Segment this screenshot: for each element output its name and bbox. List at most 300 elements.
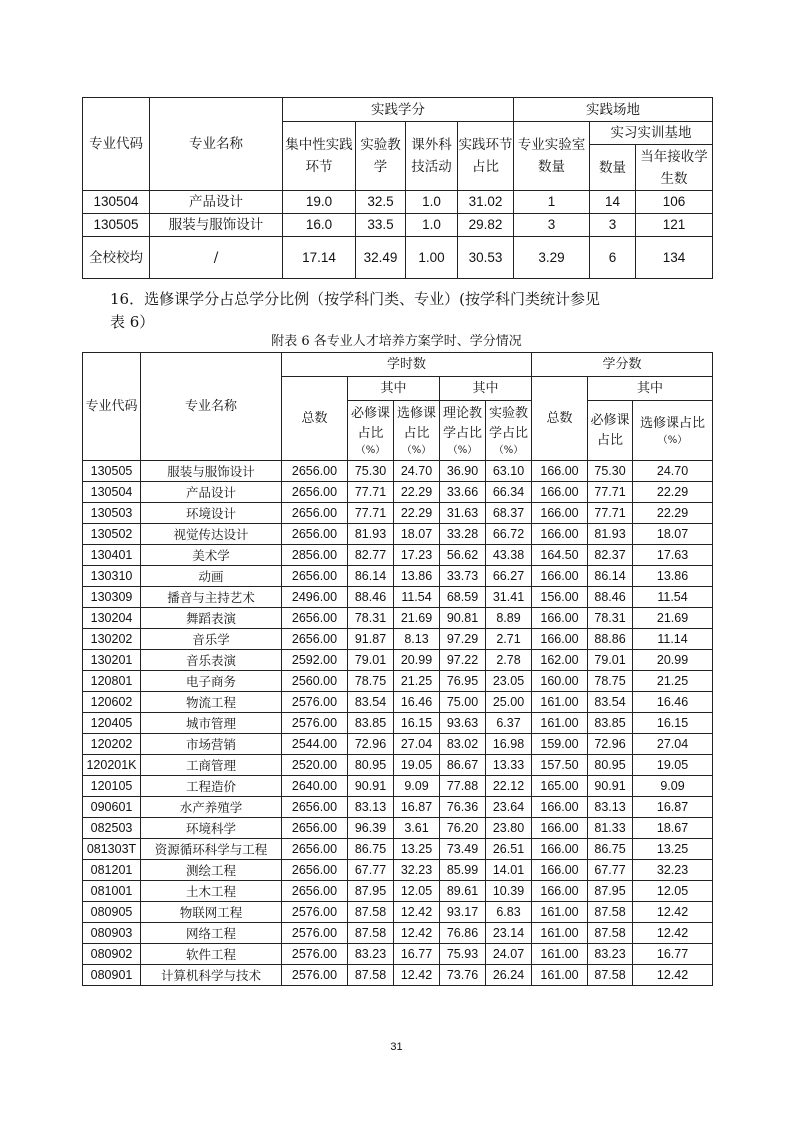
table-cell: 106 [636,191,713,214]
table-cell: 2592.00 [282,650,348,671]
table-cell: 服装与服饰设计 [150,214,283,237]
table-cell: 1.0 [406,214,458,237]
table-cell: 10.39 [486,881,532,902]
table-cell: 24.70 [633,461,713,482]
table-cell: 130401 [83,545,141,566]
table-cell: 66.27 [486,566,532,587]
table-cell: 21.69 [394,608,440,629]
table-cell: 2576.00 [282,692,348,713]
table-cell: 83.54 [348,692,394,713]
table-cell: 1 [514,191,590,214]
header-among-3: 其中 [588,377,713,401]
table-cell: 080903 [83,923,141,944]
table-cell: 16.87 [394,797,440,818]
table-cell: 86.75 [348,839,394,860]
table-cell: 16.46 [633,692,713,713]
table-cell: 19.05 [394,755,440,776]
table-cell: 环境科学 [141,818,282,839]
table-row [83,566,713,587]
table-cell: 166.00 [532,503,588,524]
table-row [83,461,713,482]
table-row [83,860,713,881]
table-cell: 18.07 [633,524,713,545]
table-cell: 83.85 [588,713,633,734]
table-caption: 附表 6 各专业人才培养方案学时、学分情况 [271,334,522,349]
table-cell: 测绘工程 [141,860,282,881]
table-cell: 162.00 [532,650,588,671]
table-cell: 081201 [83,860,141,881]
table-cell: 166.00 [532,461,588,482]
table-cell: 166.00 [532,566,588,587]
table-cell: 130310 [83,566,141,587]
table-cell: 83.54 [588,692,633,713]
header-practice-credits: 实践学分 [283,98,514,122]
table-cell: 166.00 [532,839,588,860]
table-cell: 17.14 [283,237,356,279]
table-cell: 68.37 [486,503,532,524]
table-cell: 音乐表演 [141,650,282,671]
table-cell: 2656.00 [282,629,348,650]
table-cell: 23.05 [486,671,532,692]
table-cell: 16.15 [633,713,713,734]
table-cell: 79.01 [588,650,633,671]
table-cell: 157.50 [532,755,588,776]
table-row [83,944,713,965]
header-major-name: 专业名称 [150,98,283,191]
table-cell: 产品设计 [141,482,282,503]
table-cell: 舞蹈表演 [141,608,282,629]
table-cell: 97.22 [440,650,486,671]
table-cell: 83.13 [348,797,394,818]
table-cell: 12.42 [394,923,440,944]
header-hours-total: 总数 [282,377,348,461]
table-cell: 83.23 [348,944,394,965]
table-cell: 播音与主持艺术 [141,587,282,608]
table-cell: 120202 [83,734,141,755]
table-cell: 87.58 [588,923,633,944]
table-cell: 33.5 [356,214,406,237]
table-cell: 166.00 [532,860,588,881]
table-cell: 22.29 [394,503,440,524]
table-row [83,608,713,629]
table-cell: 13.86 [633,566,713,587]
table-cell: 16.77 [394,944,440,965]
table-row [83,881,713,902]
table-cell: 161.00 [532,692,588,713]
table-cell: 23.64 [486,797,532,818]
table-cell: 动画 [141,566,282,587]
table-cell: 16.87 [633,797,713,818]
table-cell: 81.93 [348,524,394,545]
table-cell: 12.42 [394,965,440,986]
header-major-code: 专业代码 [83,98,150,191]
table-cell: 环境设计 [141,503,282,524]
table-row [83,671,713,692]
table-cell: 88.46 [588,587,633,608]
table-cell: 73.49 [440,839,486,860]
table-cell: 130503 [83,503,141,524]
table-cell: 75.30 [588,461,633,482]
table-row [83,776,713,797]
table-cell: 水产养殖学 [141,797,282,818]
table-cell: 市场营销 [141,734,282,755]
table-cell: 24.70 [394,461,440,482]
table-cell: 67.77 [348,860,394,881]
table-cell: 87.95 [588,881,633,902]
table-cell: 77.71 [348,503,394,524]
header-students: 当年接收学生数 [636,145,713,191]
table-cell: 080905 [83,902,141,923]
header-major-name: 专业名称 [141,353,282,461]
header-credits: 学分数 [532,353,713,377]
table-cell: 130505 [83,461,141,482]
table-cell: 21.25 [633,671,713,692]
table-cell: 88.86 [588,629,633,650]
header-theory-ratio: 理论教学占比 （%） [440,401,486,461]
hours-credits-table [82,352,713,986]
table-cell: 2656.00 [282,482,348,503]
table-cell: 86.75 [588,839,633,860]
table-cell: 32.23 [633,860,713,881]
table-cell: 2576.00 [282,713,348,734]
table-cell: 93.63 [440,713,486,734]
table-cell: 080901 [83,965,141,986]
table-cell: 87.95 [348,881,394,902]
table-cell: 120405 [83,713,141,734]
table-row [83,482,713,503]
header-practice-sites: 实践场地 [514,98,713,122]
table-cell: 93.17 [440,902,486,923]
table-cell: 6 [590,237,636,279]
table-cell: 19.05 [633,755,713,776]
table-cell: 工商管理 [141,755,282,776]
table-cell: 物流工程 [141,692,282,713]
table-cell: 130309 [83,587,141,608]
table-cell: 121 [636,214,713,237]
table-cell: 081001 [83,881,141,902]
table-cell: 130201 [83,650,141,671]
table-cell: 156.00 [532,587,588,608]
table-cell: 120602 [83,692,141,713]
table-cell: 2656.00 [282,608,348,629]
table-cell: 14 [590,191,636,214]
header-base-count: 数量 [590,145,636,191]
table-row [83,797,713,818]
table-cell: 2656.00 [282,881,348,902]
table-cell: 90.91 [348,776,394,797]
table-row [83,902,713,923]
table-row [83,524,713,545]
table-cell: 120105 [83,776,141,797]
table-cell: 67.77 [588,860,633,881]
table-cell: 美术学 [141,545,282,566]
header-intern-base: 实习实训基地 [590,122,713,145]
table-cell: 网络工程 [141,923,282,944]
table-cell: 9.09 [394,776,440,797]
table-row [83,503,713,524]
table-cell: 130202 [83,629,141,650]
table-cell: 11.54 [633,587,713,608]
table-cell: 31.63 [440,503,486,524]
table-cell: 6.37 [486,713,532,734]
table-cell: 23.14 [486,923,532,944]
table-cell: 13.25 [394,839,440,860]
table-cell: 31.02 [458,191,514,214]
table-cell: 166.00 [532,881,588,902]
table-cell: 82.37 [588,545,633,566]
table-cell: 90.81 [440,608,486,629]
table-row [83,923,713,944]
table-cell: 77.71 [588,503,633,524]
table-cell: 76.36 [440,797,486,818]
table-cell: 17.23 [394,545,440,566]
table-row [83,214,713,237]
practice-credits-table [82,97,713,279]
table-cell: 76.86 [440,923,486,944]
table-cell: 33.66 [440,482,486,503]
table-row [83,734,713,755]
table-cell: 161.00 [532,713,588,734]
table-cell: 36.90 [440,461,486,482]
table-cell: 27.04 [633,734,713,755]
page-number: 31 [390,1041,403,1053]
table-cell: 89.61 [440,881,486,902]
table-cell: 13.25 [633,839,713,860]
table-cell: 81.93 [588,524,633,545]
table-cell: 86.14 [348,566,394,587]
header-experiment: 实验教学 [356,122,406,191]
table-cell: 2656.00 [282,461,348,482]
table-cell: 6.83 [486,902,532,923]
table-cell: 83.13 [588,797,633,818]
table-cell: 83.02 [440,734,486,755]
table-cell: 22.29 [633,482,713,503]
table-cell: 2656.00 [282,524,348,545]
table-cell: 13.86 [394,566,440,587]
table-cell: 19.0 [283,191,356,214]
table-cell: 服装与服饰设计 [141,461,282,482]
table-cell: 130502 [83,524,141,545]
table-cell: 166.00 [532,482,588,503]
table-cell: 16.46 [394,692,440,713]
table-cell: 77.71 [348,482,394,503]
table-row [83,629,713,650]
table-row [83,237,713,279]
header-major-code: 专业代码 [83,353,141,461]
table-cell: 2656.00 [282,818,348,839]
table-cell: 082503 [83,818,141,839]
table-cell: 2560.00 [282,671,348,692]
table-cell: 8.89 [486,608,532,629]
table-cell: 33.28 [440,524,486,545]
table-cell: 11.14 [633,629,713,650]
table-cell: 83.85 [348,713,394,734]
table-cell: 31.41 [486,587,532,608]
table-cell: 76.20 [440,818,486,839]
table-row [83,818,713,839]
table-cell: 12.42 [633,965,713,986]
table-cell: 081303T [83,839,141,860]
table-cell: 80.95 [588,755,633,776]
table-cell: 134 [636,237,713,279]
table-cell: 166.00 [532,608,588,629]
table-cell: 32.49 [356,237,406,279]
table-cell: 24.07 [486,944,532,965]
table-cell: 3.61 [394,818,440,839]
header-elective-ratio: 选修课占比 （%） [394,401,440,461]
table-cell: 18.67 [633,818,713,839]
table-cell: 080902 [83,944,141,965]
table-cell: 77.88 [440,776,486,797]
table-cell: 96.39 [348,818,394,839]
table-cell: 166.00 [532,797,588,818]
table-cell: 30.53 [458,237,514,279]
table-cell: 3 [514,214,590,237]
header-credit-required: 必修课占比 [588,401,633,461]
table-cell: 63.10 [486,461,532,482]
table-cell: 87.58 [348,965,394,986]
table-cell: 物联网工程 [141,902,282,923]
table-cell: 2656.00 [282,503,348,524]
table-cell: 159.00 [532,734,588,755]
table-cell: 13.33 [486,755,532,776]
table-row [83,755,713,776]
table-cell: 14.01 [486,860,532,881]
table-cell: 18.07 [394,524,440,545]
table-cell: 72.96 [348,734,394,755]
header-lab-count: 专业实验室数量 [514,122,590,191]
table-cell: 75.93 [440,944,486,965]
table-cell: 2856.00 [282,545,348,566]
table-cell: 161.00 [532,944,588,965]
table-row [83,191,713,214]
table-cell: 78.31 [588,608,633,629]
table-cell: 3 [590,214,636,237]
table-cell: 160.00 [532,671,588,692]
table-cell: 12.42 [633,923,713,944]
header-among-2: 其中 [440,377,532,401]
table-cell: 78.31 [348,608,394,629]
header-extracurricular: 课外科技活动 [406,122,458,191]
header-required-ratio: 必修课占比 （%） [348,401,394,461]
table-cell: 21.25 [394,671,440,692]
table-cell: 43.38 [486,545,532,566]
table-cell: / [150,237,283,279]
table-cell: 56.62 [440,545,486,566]
header-practice-ratio: 实践环节占比 [458,122,514,191]
header-hours: 学时数 [282,353,532,377]
table-cell: 音乐学 [141,629,282,650]
table-cell: 2656.00 [282,566,348,587]
table-cell: 26.24 [486,965,532,986]
table-cell: 90.91 [588,776,633,797]
table-cell: 8.13 [394,629,440,650]
table-cell: 82.77 [348,545,394,566]
table-cell: 87.58 [588,965,633,986]
paragraph-line-2: 表 6） [110,313,155,331]
table-cell: 166.00 [532,629,588,650]
table-cell: 16.0 [283,214,356,237]
table-cell: 2.78 [486,650,532,671]
table-cell: 2544.00 [282,734,348,755]
table-cell: 22.12 [486,776,532,797]
table-cell: 78.75 [348,671,394,692]
table-row [83,545,713,566]
table-cell: 电子商务 [141,671,282,692]
table-cell: 130204 [83,608,141,629]
table-cell: 161.00 [532,902,588,923]
table-cell: 工程造价 [141,776,282,797]
header-exp-ratio: 实验教学占比 （%） [486,401,532,461]
table-cell: 32.5 [356,191,406,214]
table-cell: 21.69 [633,608,713,629]
table-row [83,965,713,986]
table-cell: 2576.00 [282,965,348,986]
table-cell: 33.73 [440,566,486,587]
header-among-1: 其中 [348,377,440,401]
table-cell: 计算机科学与技术 [141,965,282,986]
table-cell: 17.63 [633,545,713,566]
table-cell: 120801 [83,671,141,692]
table-cell: 76.95 [440,671,486,692]
hours-table-body [83,461,713,986]
table-cell: 土木工程 [141,881,282,902]
table-cell: 130504 [83,191,150,214]
table-cell: 130505 [83,214,150,237]
table-cell: 29.82 [458,214,514,237]
table-cell: 11.54 [394,587,440,608]
table-cell: 73.76 [440,965,486,986]
table-cell: 164.50 [532,545,588,566]
table-cell: 86.67 [440,755,486,776]
table-cell: 23.80 [486,818,532,839]
table-cell: 12.42 [633,902,713,923]
table-cell: 81.33 [588,818,633,839]
table-row [83,650,713,671]
table-cell: 77.71 [588,482,633,503]
table-cell: 全校校均 [83,237,150,279]
table-cell: 城市管理 [141,713,282,734]
table-cell: 66.34 [486,482,532,503]
header-credit-total: 总数 [532,377,588,461]
table-cell: 2656.00 [282,839,348,860]
table-cell: 1.00 [406,237,458,279]
table-cell: 2576.00 [282,923,348,944]
table-cell: 78.75 [588,671,633,692]
practice-table-body [83,191,713,279]
table-cell: 20.99 [394,650,440,671]
table-cell: 22.29 [394,482,440,503]
table-cell: 85.99 [440,860,486,881]
table-cell: 16.98 [486,734,532,755]
table-cell: 83.23 [588,944,633,965]
table-cell: 87.58 [348,923,394,944]
table-cell: 75.30 [348,461,394,482]
table-cell: 20.99 [633,650,713,671]
table-cell: 22.29 [633,503,713,524]
table-cell: 2656.00 [282,797,348,818]
table-cell: 2576.00 [282,944,348,965]
table-cell: 12.05 [633,881,713,902]
table-cell: 2.71 [486,629,532,650]
table-cell: 166.00 [532,818,588,839]
table-cell: 87.58 [588,902,633,923]
table-cell: 2640.00 [282,776,348,797]
table-cell: 88.46 [348,587,394,608]
table-cell: 32.23 [394,860,440,881]
table-cell: 80.95 [348,755,394,776]
table-cell: 16.77 [633,944,713,965]
